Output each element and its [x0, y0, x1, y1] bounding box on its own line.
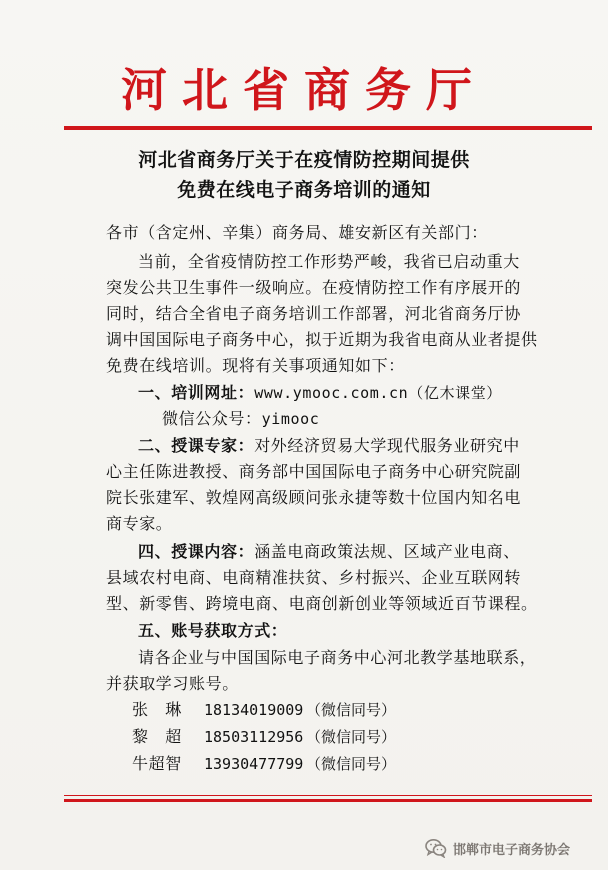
item-2-row	[138, 435, 520, 457]
intro-line: 突发公共卫生事件一级响应。在疫情防控工作有序展开的	[106, 278, 522, 297]
item-2-text: 对外经济贸易大学现代服务业研究中	[254, 436, 520, 455]
contact-note: （微信同号）	[306, 728, 397, 746]
intro-line: 调中国国际电子商务中心，拟于近期为我省电商从业者提供	[106, 330, 538, 349]
item-5-line: 请各企业与中国国际电子商务中心河北教学基地联系，	[138, 648, 537, 667]
contact-note: （微信同号）	[306, 755, 397, 773]
item-2-line: 心主任陈进教授、商务部中国国际电子商务中心研究院副	[106, 462, 522, 481]
item-2-line: 院长张建军、敦煌网高级顾问张永捷等数十位国内知名电	[106, 488, 522, 507]
contact-phone: 13930477799	[204, 755, 304, 773]
wechat-row	[162, 408, 319, 430]
contact-name: 张 琳	[132, 700, 182, 719]
item-2-line: 商专家。	[106, 514, 173, 533]
item-4-line: 型、新零售、跨境电商、电商创新创业等领域近百节课程。	[106, 594, 538, 613]
contact-phone: 18503112956	[204, 728, 304, 746]
contact-note: （微信同号）	[306, 701, 397, 719]
item-5-line: 并获取学习账号。	[106, 674, 239, 693]
intro-line: 免费在线培训。现将有关事项通知如下：	[106, 356, 405, 375]
training-website-value: www.ymooc.com.cn（亿木课堂）	[254, 384, 502, 402]
item-1-label: 一、培训网址：	[138, 383, 255, 402]
wechat-icon	[425, 838, 447, 858]
document-title-line-1: 河北省商务厅关于在疫情防控期间提供	[138, 149, 470, 171]
contact-phone: 18134019009	[204, 701, 304, 719]
item-2-label: 二、授课专家：	[138, 436, 255, 455]
watermark-text: 邯郸市电子商务协会	[453, 842, 571, 858]
header-red-rule	[64, 126, 592, 130]
contact-name: 牛超智	[132, 754, 182, 773]
contact-name: 黎 超	[132, 727, 182, 746]
document-title-line-2: 免费在线电子商务培训的通知	[177, 179, 431, 201]
org-header-title: 河北省商务厅	[121, 63, 487, 117]
item-4-row	[138, 541, 520, 563]
item-5-label: 五、账号获取方式：	[138, 621, 288, 640]
salutation: 各市（含定州、辛集）商务局、雄安新区有关部门：	[106, 223, 488, 242]
wechat-label: 微信公众号：	[162, 409, 262, 428]
wechat-account-value: yimooc	[261, 410, 320, 428]
wechat-account-watermark	[425, 836, 570, 860]
intro-line: 当前，全省疫情防控工作形势严峻，我省已启动重大	[138, 252, 520, 271]
item-4-label: 四、授课内容：	[138, 542, 255, 561]
item-4-text: 涵盖电商政策法规、区域产业电商、	[254, 542, 520, 561]
item-4-line: 县域农村电商、电商精准扶贫、乡村振兴、企业互联网转	[106, 568, 522, 587]
footer-red-rule-thin	[64, 795, 592, 796]
item-1-row	[138, 382, 502, 404]
footer-red-rule-thick	[64, 799, 592, 802]
intro-line: 同时，结合全省电子商务培训工作部署，河北省商务厅协	[106, 304, 522, 323]
